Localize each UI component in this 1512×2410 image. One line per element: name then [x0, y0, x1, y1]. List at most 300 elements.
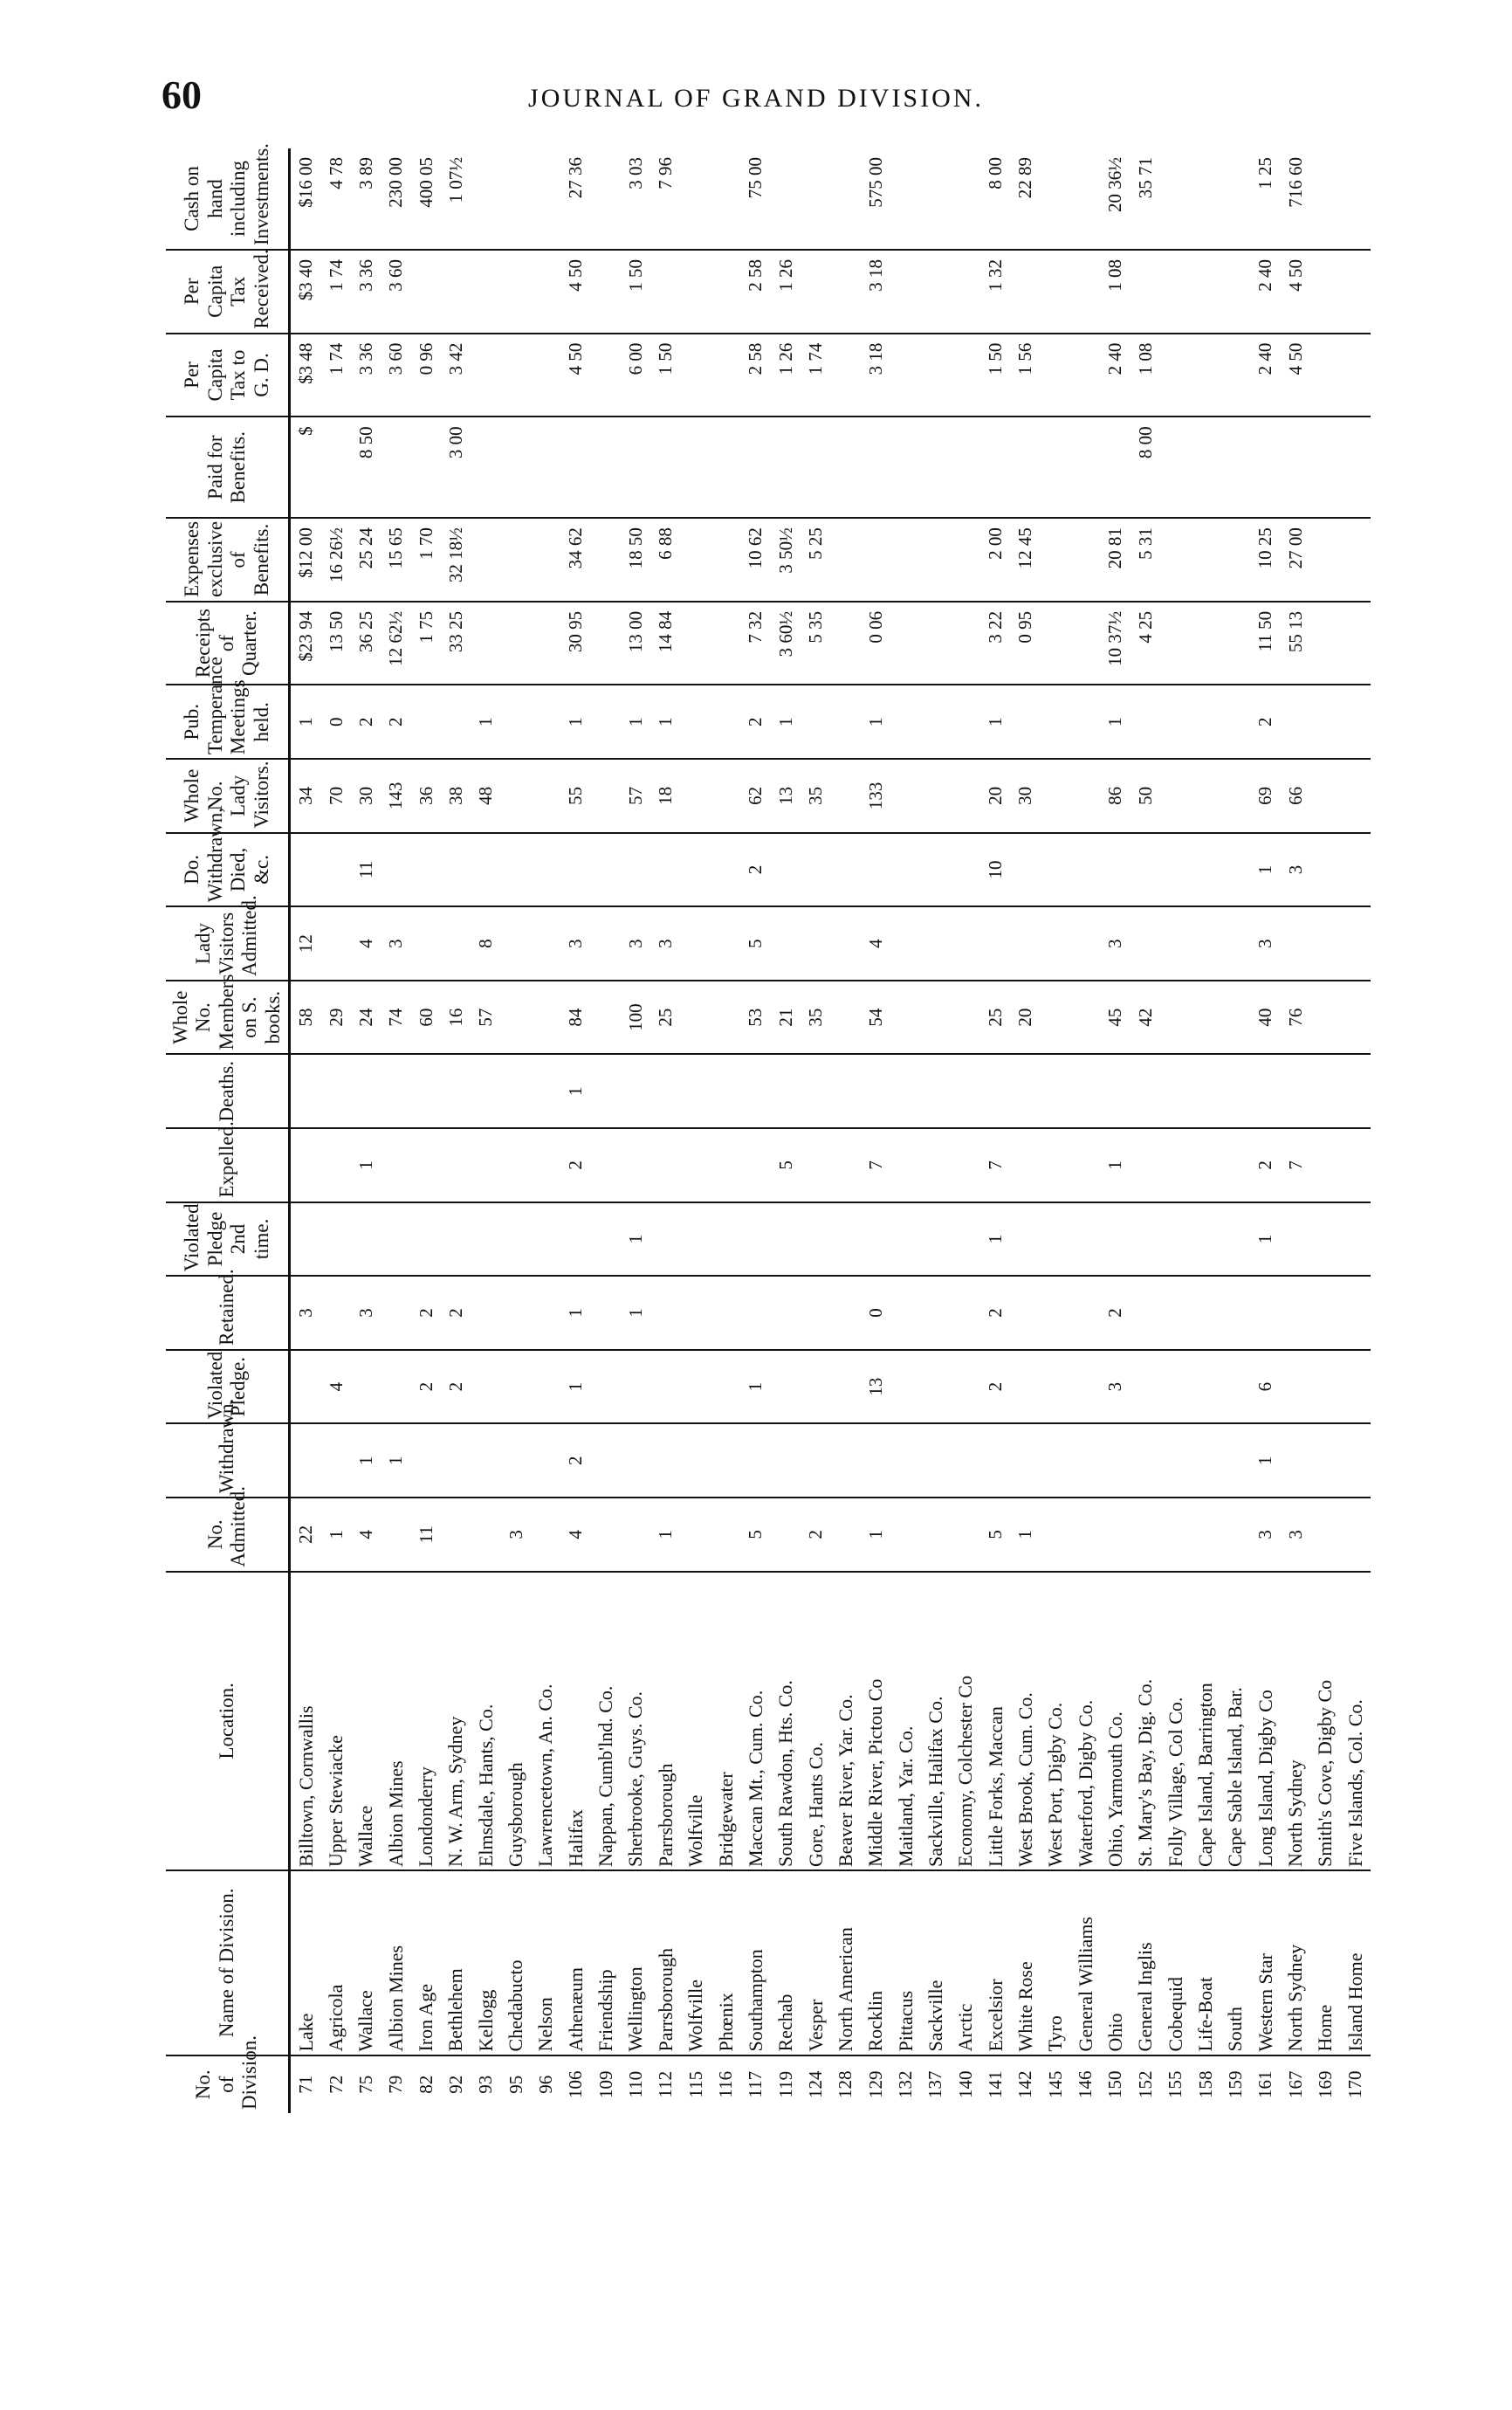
- table-cell: [741, 1128, 771, 1202]
- division-location: St. Mary's Bay, Dig. Co.: [1131, 1572, 1160, 1870]
- table-cell: [441, 906, 471, 981]
- table-cell: [1070, 518, 1100, 602]
- table-cell: [771, 833, 801, 907]
- division-number: 71: [290, 2055, 321, 2113]
- table-row: [321, 148, 351, 2113]
- division-number: 169: [1310, 2055, 1340, 2113]
- table-cell: 3 00: [441, 417, 471, 518]
- table-cell: 1: [561, 1054, 591, 1128]
- table-cell: 16 26½: [321, 518, 351, 602]
- division-location: North Sydney: [1281, 1572, 1310, 1870]
- table-cell: [591, 906, 621, 981]
- table-cell: [890, 518, 920, 602]
- table-cell: [801, 1202, 830, 1277]
- table-cell: [1070, 685, 1100, 759]
- division-location: South Rawdon, Hts. Co.: [771, 1572, 801, 1870]
- division-location: Guysborough: [501, 1572, 531, 1870]
- table-cell: [531, 759, 560, 833]
- division-name: Vesper: [801, 1870, 830, 2055]
- table-cell: [1220, 685, 1250, 759]
- table-cell: [1310, 1128, 1340, 1202]
- table-cell: 8 00: [1131, 417, 1160, 518]
- table-cell: [1041, 602, 1070, 685]
- table-cell: [561, 417, 591, 518]
- table-cell: [711, 981, 740, 1055]
- table-cell: [681, 906, 711, 981]
- table-cell: [1251, 1054, 1281, 1128]
- table-cell: [321, 1202, 351, 1277]
- table-cell: [591, 1276, 621, 1350]
- table-cell: [831, 148, 861, 250]
- table-cell: [1220, 1276, 1250, 1350]
- table-cell: [501, 906, 531, 981]
- division-name: Bethlehem: [441, 1870, 471, 2055]
- table-row: [411, 148, 441, 2113]
- table-cell: [1341, 518, 1371, 602]
- table-cell: $3 48: [290, 334, 321, 417]
- table-cell: 58: [290, 981, 321, 1055]
- table-cell: 4 50: [1281, 334, 1310, 417]
- table-cell: [951, 417, 980, 518]
- division-number: 152: [1131, 2055, 1160, 2113]
- table-cell: [1041, 1128, 1070, 1202]
- table-cell: 3 60: [381, 250, 411, 334]
- table-cell: [951, 1128, 980, 1202]
- table-cell: [1131, 1054, 1160, 1128]
- division-name: Parrsborough: [651, 1870, 681, 2055]
- table-cell: [741, 1276, 771, 1350]
- table-cell: [711, 148, 740, 250]
- table-cell: [1191, 1350, 1220, 1424]
- table-cell: 30: [351, 759, 381, 833]
- table-cell: 3: [1251, 906, 1281, 981]
- table-cell: [1220, 1350, 1250, 1424]
- table-row: [1310, 148, 1340, 2113]
- table-cell: 2: [561, 1423, 591, 1498]
- table-cell: [890, 334, 920, 417]
- table-cell: 7 96: [655, 157, 677, 189]
- table-cell: 36 25: [351, 602, 381, 685]
- table-cell: [321, 1423, 351, 1498]
- table-cell: [1191, 1498, 1220, 1572]
- table-row: [951, 148, 980, 2113]
- table-cell: [1160, 685, 1190, 759]
- table-cell: 2: [980, 1350, 1010, 1424]
- table-cell: [501, 1128, 531, 1202]
- table-cell: [621, 833, 650, 907]
- table-cell: [741, 417, 771, 518]
- table-cell: 2: [381, 685, 411, 759]
- table-cell: [890, 1423, 920, 1498]
- table-cell: [681, 1498, 711, 1572]
- table-cell: 66: [1281, 759, 1310, 833]
- table-cell: 12 62½: [381, 602, 411, 685]
- table-cell: [831, 1054, 861, 1128]
- table-cell: 42: [1131, 981, 1160, 1055]
- table-cell: [651, 1423, 681, 1498]
- table-cell: [951, 1202, 980, 1277]
- table-cell: [1160, 1498, 1190, 1572]
- table-cell: [890, 1202, 920, 1277]
- table-cell: [681, 833, 711, 907]
- table-cell: 3 36: [351, 250, 381, 334]
- table-cell: 1: [861, 685, 890, 759]
- table-cell: [951, 1423, 980, 1498]
- table-cell: 35 71: [1134, 157, 1156, 199]
- table-cell: [921, 334, 951, 417]
- table-cell: 1: [381, 1423, 411, 1498]
- table-cell: [861, 417, 890, 518]
- table-cell: [1341, 417, 1371, 518]
- table-cell: 69: [1251, 759, 1281, 833]
- table-cell: [1160, 1423, 1190, 1498]
- table-cell: [1041, 417, 1070, 518]
- table-cell: [621, 417, 650, 518]
- table-cell: [771, 906, 801, 981]
- table-cell: [1131, 250, 1160, 334]
- division-number: 96: [531, 2055, 560, 2113]
- table-cell: [591, 518, 621, 602]
- division-number: 158: [1191, 2055, 1220, 2113]
- division-name: White Rose: [1011, 1870, 1041, 2055]
- column-header: No. Admitted.: [166, 1498, 290, 1572]
- table-cell: [411, 1128, 441, 1202]
- table-cell: [561, 1202, 591, 1277]
- table-cell: 32 18½: [441, 518, 471, 602]
- table-cell: 36: [411, 759, 441, 833]
- table-cell: [381, 1128, 411, 1202]
- division-location: Cape Sable Island, Bar.: [1220, 1572, 1250, 1870]
- table-cell: [1070, 602, 1100, 685]
- division-number: 124: [801, 2055, 830, 2113]
- table-cell: [1041, 685, 1070, 759]
- table-row: [1101, 148, 1131, 2113]
- table-cell: [1101, 1054, 1131, 1128]
- division-location: Gore, Hants Co.: [801, 1572, 830, 1870]
- table-cell: [771, 1276, 801, 1350]
- division-number: 145: [1041, 2055, 1070, 2113]
- table-cell: [831, 759, 861, 833]
- division-number: 132: [890, 2055, 920, 2113]
- table-cell: 2 58: [741, 250, 771, 334]
- table-cell: [1131, 906, 1160, 981]
- table-cell: 34: [290, 759, 321, 833]
- table-cell: [1131, 1423, 1160, 1498]
- division-number: 82: [411, 2055, 441, 2113]
- table-cell: 0: [861, 1276, 890, 1350]
- division-location: Billtown, Cornwallis: [290, 1572, 321, 1870]
- division-location: N. W. Arm, Sydney: [441, 1572, 471, 1870]
- table-cell: [441, 250, 471, 334]
- table-cell: [921, 685, 951, 759]
- table-cell: [921, 1350, 951, 1424]
- table-cell: [1070, 1350, 1100, 1424]
- table-cell: [1070, 250, 1100, 334]
- division-location: Nappan, Cumb'lnd. Co.: [591, 1572, 621, 1870]
- table-cell: 18 50: [621, 518, 650, 602]
- table-cell: [591, 602, 621, 685]
- division-location: West Brook, Cum. Co.: [1011, 1572, 1041, 1870]
- table-cell: [1101, 1498, 1131, 1572]
- division-number: 142: [1011, 2055, 1041, 2113]
- table-cell: [771, 1350, 801, 1424]
- table-cell: [831, 334, 861, 417]
- table-cell: [921, 417, 951, 518]
- table-cell: [1220, 1202, 1250, 1277]
- table-cell: [711, 250, 740, 334]
- division-location: Cape Island, Barrington: [1191, 1572, 1220, 1870]
- table-cell: 45: [1101, 981, 1131, 1055]
- table-cell: 24: [351, 981, 381, 1055]
- table-cell: [711, 1423, 740, 1498]
- table-cell: [1160, 1202, 1190, 1277]
- table-row: [801, 148, 830, 2113]
- table-cell: [1011, 1423, 1041, 1498]
- table-cell: 35: [801, 981, 830, 1055]
- table-cell: [681, 602, 711, 685]
- table-cell: [951, 518, 980, 602]
- table-cell: 8 00: [985, 157, 1007, 189]
- table-cell: 11: [351, 833, 381, 907]
- table-row: [1281, 148, 1310, 2113]
- table-cell: [831, 417, 861, 518]
- table-cell: 30: [1011, 759, 1041, 833]
- table-cell: [890, 981, 920, 1055]
- table-row: [471, 148, 501, 2113]
- table-cell: 1 08: [1101, 250, 1131, 334]
- table-cell: 1 07½: [444, 157, 466, 203]
- table-cell: [1041, 981, 1070, 1055]
- table-cell: 13: [771, 759, 801, 833]
- table-cell: [1341, 1202, 1371, 1277]
- table-cell: [681, 1202, 711, 1277]
- table-cell: [501, 1423, 531, 1498]
- table-cell: 2: [980, 1276, 1010, 1350]
- table-cell: [1251, 1276, 1281, 1350]
- table-cell: [1191, 417, 1220, 518]
- table-cell: [591, 1498, 621, 1572]
- table-cell: 3: [351, 1276, 381, 1350]
- division-location: Lawrencetown, An. Co.: [531, 1572, 560, 1870]
- table-cell: [831, 1276, 861, 1350]
- table-cell: [1191, 250, 1220, 334]
- table-cell: [1101, 1202, 1131, 1277]
- table-cell: [1191, 685, 1220, 759]
- table-cell: 7 32: [741, 602, 771, 685]
- table-cell: [1041, 1054, 1070, 1128]
- table-cell: [1191, 981, 1220, 1055]
- table-cell: [951, 1054, 980, 1128]
- table-cell: [1041, 1276, 1070, 1350]
- table-cell: [1041, 906, 1070, 981]
- table-cell: [890, 148, 920, 250]
- table-cell: [1041, 1423, 1070, 1498]
- table-cell: 7: [861, 1128, 890, 1202]
- column-header: Paid for Benefits.: [166, 417, 290, 518]
- table-cell: [1341, 334, 1371, 417]
- table-cell: 1 74: [321, 334, 351, 417]
- division-name: Athenæum: [561, 1870, 591, 2055]
- table-cell: 0 06: [861, 602, 890, 685]
- table-cell: [1310, 981, 1340, 1055]
- table-cell: 70: [321, 759, 351, 833]
- table-cell: [951, 602, 980, 685]
- division-name: Kellogg: [471, 1870, 501, 2055]
- table-cell: [621, 1350, 650, 1424]
- division-number: 75: [351, 2055, 381, 2113]
- table-cell: [801, 685, 830, 759]
- table-cell: 22 89: [1014, 157, 1036, 199]
- ledger-table-rotated: [166, 143, 1371, 2113]
- table-cell: [1160, 417, 1190, 518]
- table-cell: [1160, 148, 1190, 250]
- table-cell: [681, 981, 711, 1055]
- table-cell: [1341, 1128, 1371, 1202]
- table-cell: [1160, 334, 1190, 417]
- table-cell: [1191, 1276, 1220, 1350]
- table-cell: [1191, 602, 1220, 685]
- table-cell: [1131, 1498, 1160, 1572]
- table-cell: [1220, 1054, 1250, 1128]
- table-cell: [1131, 1202, 1160, 1277]
- division-number: 119: [771, 2055, 801, 2113]
- table-cell: 2 00: [980, 518, 1010, 602]
- division-name: Sackville: [921, 1870, 951, 2055]
- division-name: Lake: [290, 1870, 321, 2055]
- column-header: Receipts of Quarter.: [166, 602, 290, 685]
- division-name: Iron Age: [411, 1870, 441, 2055]
- table-cell: [1011, 833, 1041, 907]
- table-cell: 5: [741, 1498, 771, 1572]
- division-location: Londonderry: [411, 1572, 441, 1870]
- table-cell: 3: [1251, 1498, 1281, 1572]
- division-location: Little Forks, Maccan: [980, 1572, 1010, 1870]
- table-cell: 2: [411, 1350, 441, 1424]
- division-location: Sackville, Halifax Co.: [921, 1572, 951, 1870]
- table-cell: [1281, 1054, 1310, 1128]
- table-cell: [681, 148, 711, 250]
- table-cell: [621, 1498, 650, 1572]
- column-header: No. of Division.: [166, 2055, 290, 2113]
- table-cell: [501, 148, 531, 250]
- table-row: [290, 148, 321, 2113]
- table-cell: [621, 1128, 650, 1202]
- table-cell: 143: [381, 759, 411, 833]
- division-name: Rechab: [771, 1870, 801, 2055]
- table-cell: [681, 759, 711, 833]
- table-cell: [711, 833, 740, 907]
- table-cell: 1: [1251, 1423, 1281, 1498]
- table-cell: [1341, 1498, 1371, 1572]
- table-row: [621, 148, 650, 2113]
- table-row: [921, 148, 951, 2113]
- column-header: Violated Pledge 2nd time.: [166, 1202, 290, 1277]
- table-cell: 1 50: [980, 334, 1010, 417]
- table-cell: 1: [351, 1423, 381, 1498]
- table-row: [1131, 148, 1160, 2113]
- table-cell: [351, 1350, 381, 1424]
- table-cell: [711, 602, 740, 685]
- table-cell: 7: [980, 1128, 1010, 1202]
- table-cell: [831, 250, 861, 334]
- division-number: 72: [321, 2055, 351, 2113]
- table-cell: 62: [741, 759, 771, 833]
- table-cell: 1: [471, 685, 501, 759]
- table-cell: 1: [861, 1498, 890, 1572]
- table-cell: 1: [321, 1498, 351, 1572]
- table-cell: 5 31: [1131, 518, 1160, 602]
- table-cell: [290, 1423, 321, 1498]
- table-cell: 20: [1011, 981, 1041, 1055]
- table-cell: [890, 906, 920, 981]
- table-cell: [921, 250, 951, 334]
- table-cell: 3 50½: [771, 518, 801, 602]
- table-cell: [1011, 906, 1041, 981]
- table-cell: 1: [351, 1128, 381, 1202]
- table-cell: [1310, 1423, 1340, 1498]
- table-cell: [921, 833, 951, 907]
- division-number: 141: [980, 2055, 1010, 2113]
- table-cell: 4 50: [1281, 250, 1310, 334]
- table-cell: [801, 1350, 830, 1424]
- table-cell: [681, 1276, 711, 1350]
- table-cell: 133: [861, 759, 890, 833]
- table-cell: 25: [651, 981, 681, 1055]
- table-cell: [921, 518, 951, 602]
- table-cell: [651, 833, 681, 907]
- division-name: Albion Mines: [381, 1870, 411, 2055]
- table-cell: [501, 1054, 531, 1128]
- division-number: 129: [861, 2055, 890, 2113]
- table-cell: 5: [980, 1498, 1010, 1572]
- table-cell: 2: [441, 1350, 471, 1424]
- table-cell: [1191, 518, 1220, 602]
- table-cell: [531, 334, 560, 417]
- table-cell: [1131, 833, 1160, 907]
- table-cell: 75 00: [745, 157, 766, 199]
- table-cell: [980, 1423, 1010, 1498]
- table-cell: [1310, 602, 1340, 685]
- table-cell: 3 18: [861, 250, 890, 334]
- division-location: Maccan Mt., Cum. Co.: [741, 1572, 771, 1870]
- table-cell: 84: [561, 981, 591, 1055]
- table-cell: 3 03: [624, 157, 646, 189]
- table-cell: [711, 518, 740, 602]
- table-cell: [591, 759, 621, 833]
- table-cell: 400 05: [415, 157, 436, 208]
- table-cell: 4: [861, 906, 890, 981]
- column-header: Pub. Temperance Meetings held.: [166, 685, 290, 759]
- division-number: 110: [621, 2055, 650, 2113]
- table-cell: 4 50: [561, 250, 591, 334]
- table-cell: 3 60: [381, 334, 411, 417]
- table-row: [741, 148, 771, 2113]
- table-cell: [501, 1276, 531, 1350]
- table-cell: [951, 833, 980, 907]
- table-cell: [1041, 759, 1070, 833]
- division-number: 93: [471, 2055, 501, 2113]
- division-name: South: [1220, 1870, 1250, 2055]
- table-cell: 5 25: [801, 518, 830, 602]
- table-cell: 7: [1281, 1128, 1310, 1202]
- table-cell: [471, 148, 501, 250]
- table-cell: [831, 1350, 861, 1424]
- table-cell: [1011, 417, 1041, 518]
- table-cell: [381, 417, 411, 518]
- division-location: Economy, Colchester Co: [951, 1572, 980, 1870]
- division-number: 146: [1070, 2055, 1100, 2113]
- division-number: 109: [591, 2055, 621, 2113]
